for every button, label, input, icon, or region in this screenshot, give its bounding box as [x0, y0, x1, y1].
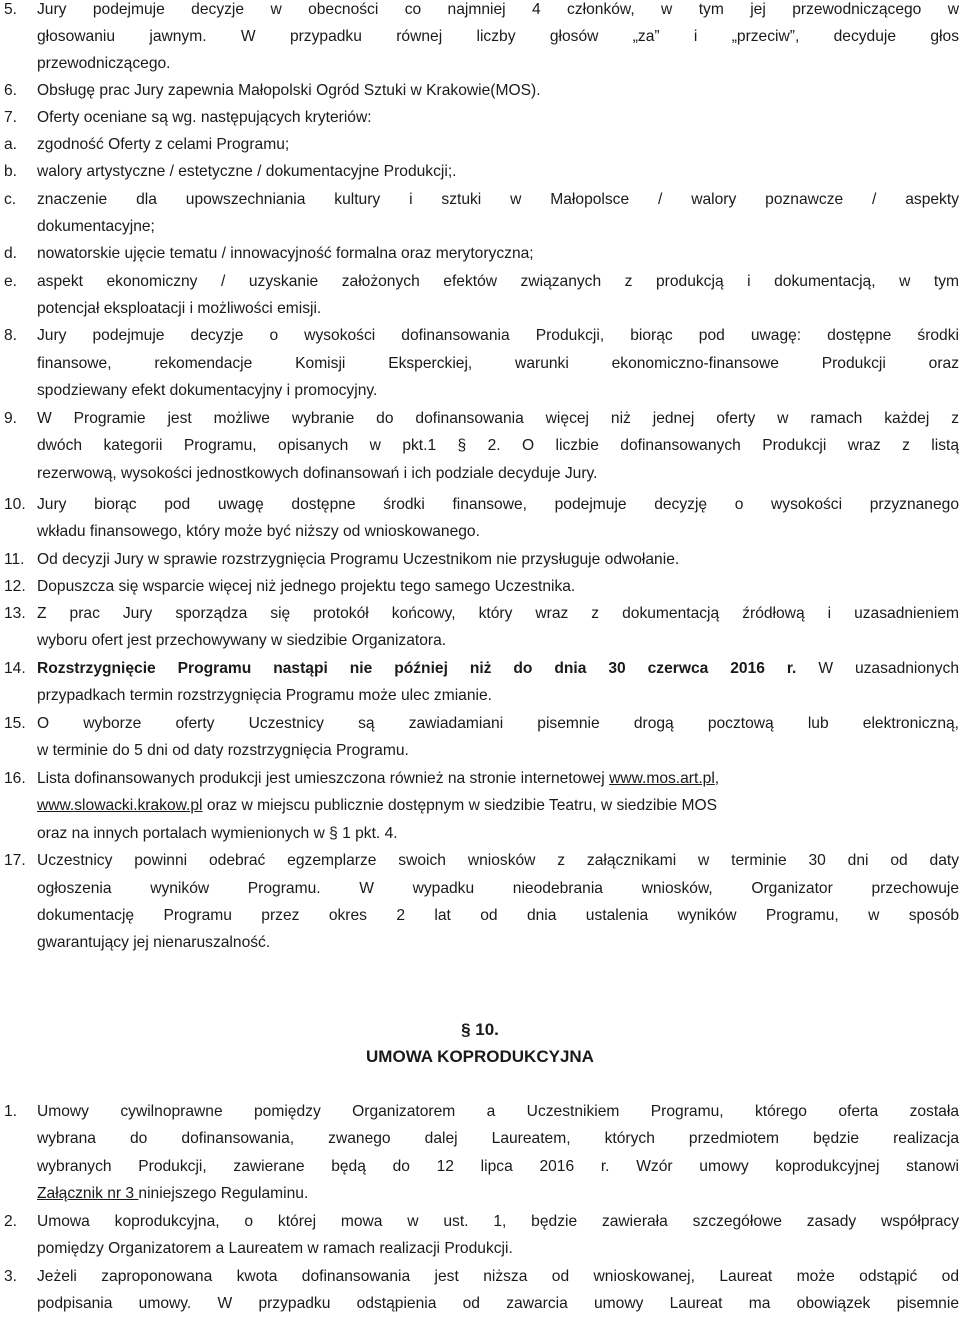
item-number: 7. [4, 109, 18, 126]
text-line: potencjał eksploatacji i możliwości emisji. [37, 300, 322, 317]
item-number: 1. [4, 1103, 18, 1120]
text-line: O wyborze oferty Uczestnicy są zawiadamiani pisemnie drogą pocztową lub elektroniczną, [37, 715, 959, 732]
text-line: Dopuszcza się wsparcie więcej niż jednego projektu tego samego Uczestnika. [37, 578, 576, 595]
item-number: 8. [4, 327, 18, 344]
text-line: dokumentację Programu przez okres 2 lat od dnia ustalenia wyników Programu, w sposób [37, 907, 959, 924]
text-line [37, 655, 959, 683]
text-line: znaczenie dla upowszechniania kultury i sztuki w Małopolsce / walory poznawcze / aspekty [37, 191, 959, 208]
section-title: UMOWA KOPRODUKCYJNA [366, 1047, 594, 1066]
text-line: Od decyzji Jury w sprawie rozstrzygnięcia Programu Uczestnikom nie przysługuje odwołanie. [37, 551, 680, 568]
text-fragment: oraz w miejscu publicznie dostępnym w siedzibie Teatru, w siedzibie MOS [202, 797, 718, 814]
text-line: Z prac Jury sporządza się protokół końcowy, który wraz z dokumentacją źródłową i uzasadnieniem [37, 605, 959, 622]
text-line: zgodność Oferty z celami Programu; [37, 136, 290, 153]
text-line: podpisania umowy. W przypadku odstąpienia od zawarcia umowy Laureat ma obowiązek pisemnie [37, 1295, 959, 1312]
text-line: Obsługę prac Jury zapewnia Małopolski Ogród Sztuki w Krakowie(MOS). [37, 82, 541, 99]
item-number: 15. [4, 715, 26, 732]
text-line: Jury biorąc pod uwagę dostępne środki finansowe, podejmuje decyzję o wysokości przyznanego [37, 496, 959, 513]
item-number: 2. [4, 1213, 18, 1230]
text-line [37, 1180, 959, 1208]
item-number: 14. [4, 660, 26, 677]
text-line: wybranych Produkcji, zawierane będą do 12 lipca 2016 r. Wzór umowy koprodukcyjnej stanowi [37, 1158, 959, 1175]
text-fragment: W uzasadnionych [796, 660, 959, 677]
item-number: 10. [4, 496, 26, 513]
item-number: 12. [4, 578, 26, 595]
item-number: 5. [4, 1, 18, 18]
text-line: walory artystyczne / estetyczne / dokumentacyjne Produkcji;. [37, 163, 457, 180]
text-line: Uczestnicy powinni odebrać egzemplarze swoich wniosków z załącznikami w terminie 30 dni od daty [37, 852, 959, 869]
text-line: ogłoszenia wyników Programu. W wypadku nieodebrania wniosków, Organizator przechowuje [37, 880, 959, 897]
item-number: 11. [4, 551, 25, 568]
text-line: nowatorskie ujęcie tematu / innowacyjność formalna oraz merytoryczna; [37, 245, 534, 262]
subitem-letter: d. [4, 245, 18, 262]
text-line: Umowa koprodukcyjna, o której mowa w ust. 1, będzie zawierała szczegółowe zasady współpracy [37, 1213, 959, 1230]
text-line: oraz na innych portalach wymienionych w § 1 pkt. 4. [37, 825, 398, 842]
text-line: przypadkach termin rozstrzygnięcia Programu może ulec zmianie. [37, 687, 492, 704]
text-line: pomiędzy Organizatorem a Laureatem w ramach realizacji Produkcji. [37, 1240, 513, 1257]
text-fragment: niniejszego Regulaminu. [138, 1185, 309, 1202]
text-line: wkładu finansowego, który może być niższy od wnioskowanego. [37, 523, 480, 540]
text-line: wyboru ofert jest przechowywany w siedzibie Organizatora. [37, 632, 447, 649]
text-line: głosowaniu jawnym. W przypadku równej liczby głosów „za” i „przeciw”, decyduje głos [37, 28, 959, 45]
link-mos[interactable]: www.mos.art.pl [609, 770, 715, 787]
text-fragment: Lista dofinansowanych produkcji jest umieszczona również na stronie internetowej [37, 770, 610, 787]
deadline-bold-text: Rozstrzygnięcie Programu nastąpi nie później niż do dnia 30 czerwca 2016 r. [37, 660, 797, 677]
text-line: wybrana do dofinansowania, zwanego dalej Laureatem, których przedmiotem będzie realizacja [37, 1130, 959, 1147]
text-line: aspekt ekonomiczny / uzyskanie założonych efektów związanych z produkcją i dokumentacją, w tym [37, 273, 959, 290]
item-number: 13. [4, 605, 26, 622]
text-line: Jury podejmuje decyzje o wysokości dofinansowania Produkcji, biorąc pod uwagę: dostępne środki [37, 327, 959, 344]
text-line: dwóch kategorii Programu, opisanych w pkt.1 § 2. O liczbie dofinansowanych Produkcji wraz z listą [37, 437, 959, 454]
item-number: 9. [4, 410, 18, 427]
subitem-letter: b. [4, 163, 18, 180]
text-line: w terminie do 5 dni od daty rozstrzygnięcia Programu. [37, 742, 409, 759]
subitem-letter: c. [4, 191, 17, 208]
text-line: przewodniczącego. [37, 55, 171, 72]
text-line: Oferty oceniane są wg. następujących kryteriów: [37, 109, 372, 126]
subitem-letter: a. [4, 136, 18, 153]
text-fragment: , [714, 770, 720, 787]
item-number: 16. [4, 770, 26, 787]
text-line: Jury podejmuje decyzje w obecności co najmniej 4 członków, w tym jej przewodniczącego w [37, 1, 959, 18]
text-line [37, 792, 959, 820]
text-line: Umowy cywilnoprawne pomiędzy Organizatorem a Uczestnikiem Programu, którego oferta została [37, 1103, 959, 1120]
text-line: rezerwową, wysokości jednostkowych dofinansowań i ich podziale decyduje Jury. [37, 465, 598, 482]
text-line: Jeżeli zaproponowana kwota dofinansowania jest niższa od wnioskowanej, Laureat może odstąpić od [37, 1268, 959, 1285]
text-line: finansowe, rekomendacje Komisji Eksperckiej, warunki ekonomiczno-finansowe Produkcji oraz [37, 355, 959, 372]
text-line: spodziewany efekt dokumentacyjny i promocyjny. [37, 382, 378, 399]
subitem-letter: e. [4, 273, 18, 290]
attachment-reference: Załącznik nr 3 [37, 1185, 139, 1202]
text-line: gwarantujący jej nienaruszalność. [37, 934, 271, 951]
text-line: dokumentacyjne; [37, 218, 155, 235]
section-number: § 10. [461, 1020, 499, 1039]
link-slowacki[interactable]: www.slowacki.krakow.pl [37, 797, 203, 814]
item-number: 6. [4, 82, 18, 99]
text-line: W Programie jest możliwe wybranie do dofinansowania więcej niż jednej oferty w ramach każdej z [37, 410, 959, 427]
item-number: 3. [4, 1268, 18, 1285]
text-line [37, 765, 959, 793]
item-number: 17. [4, 852, 26, 869]
